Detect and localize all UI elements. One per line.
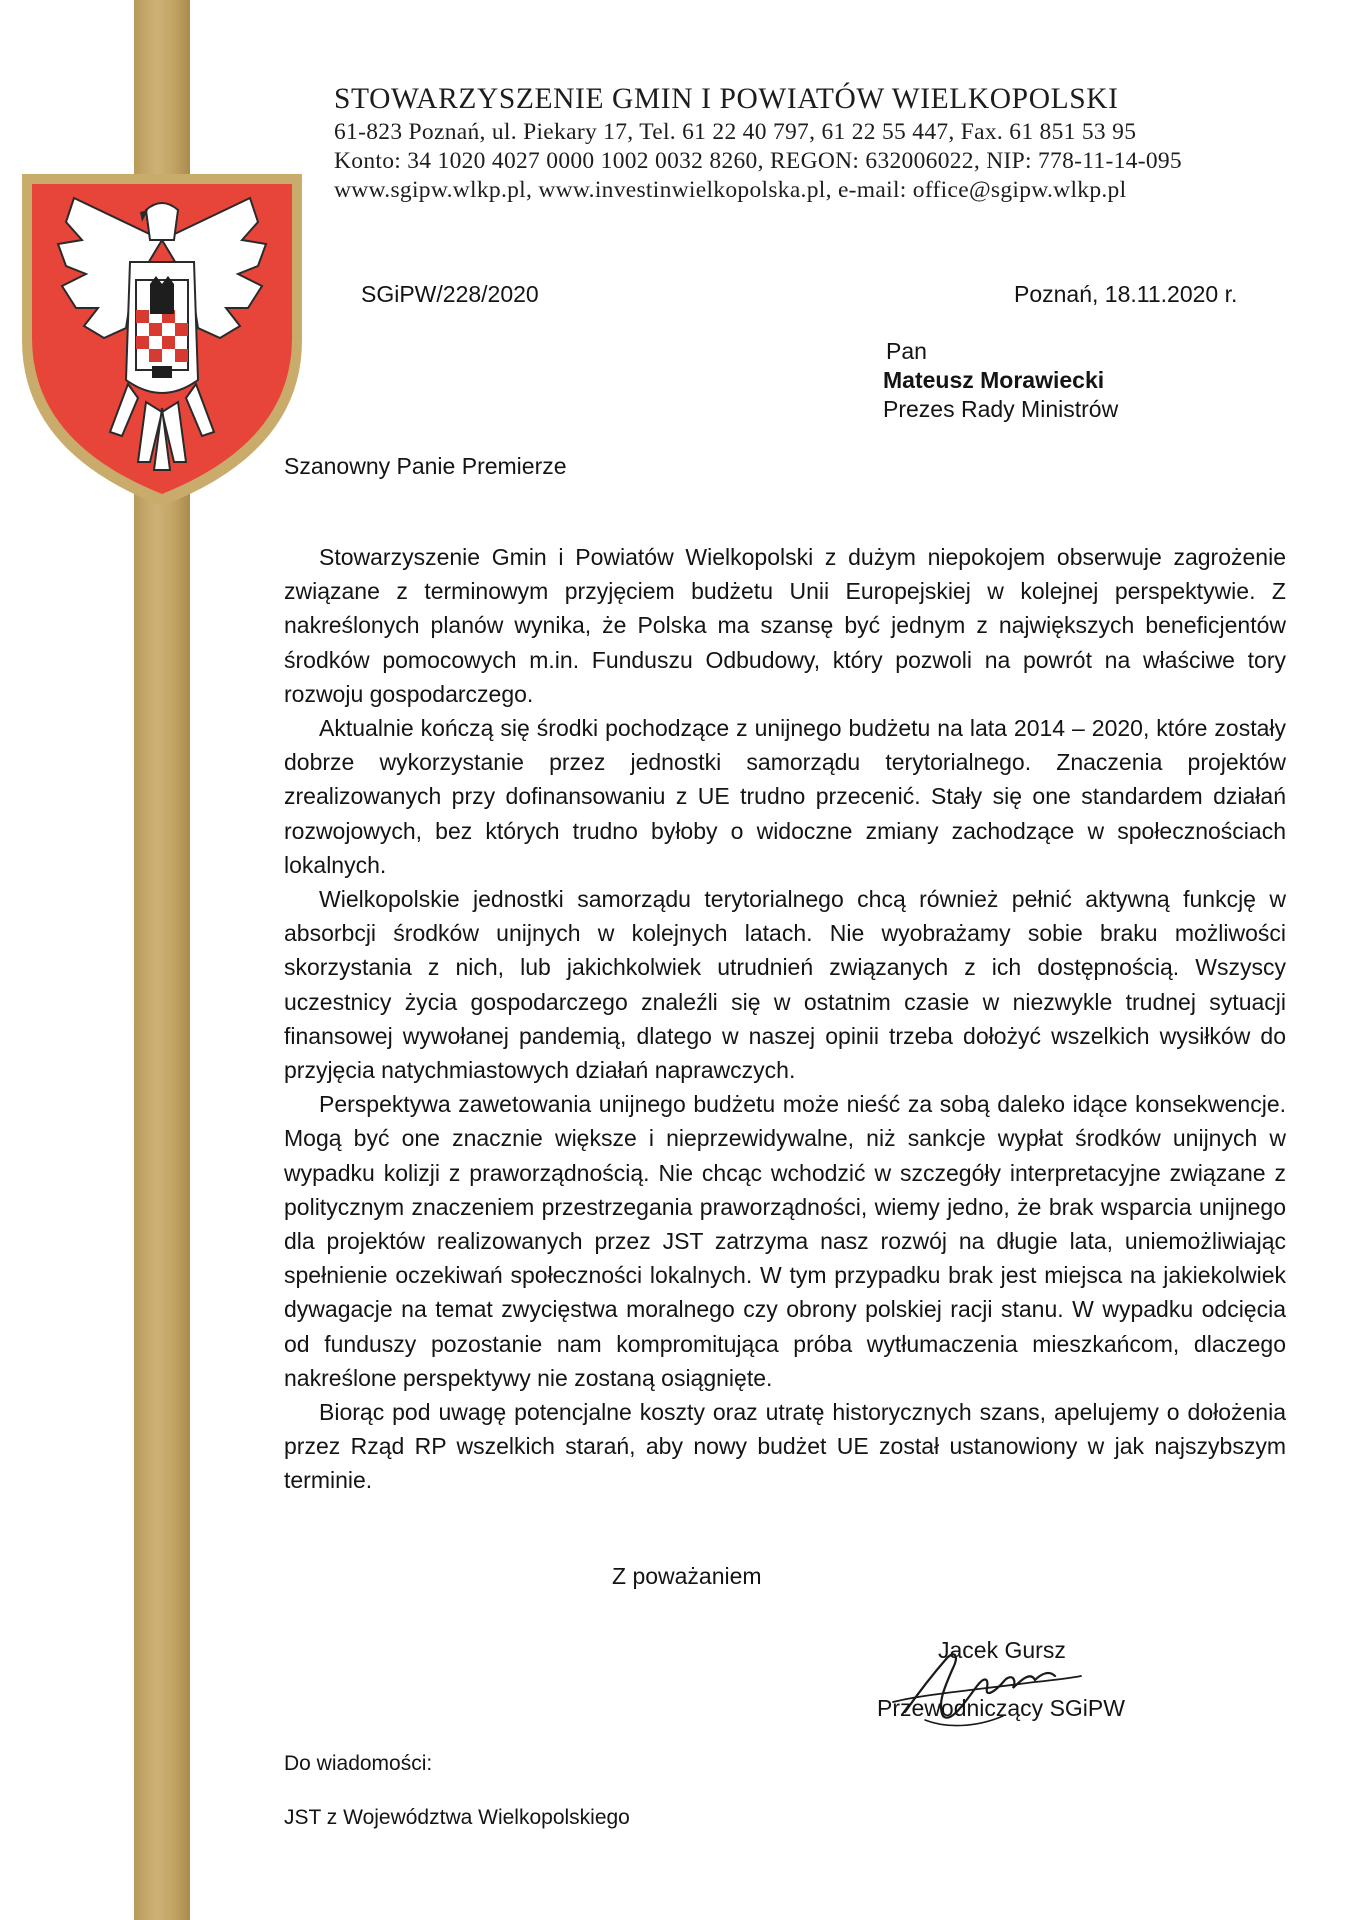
salutation: Szanowny Panie Premierze (284, 453, 567, 479)
letterhead (334, 80, 1334, 205)
addressee-position: Prezes Rady Ministrów (883, 396, 1119, 422)
signer-title: Przewodniczący SGiPW (877, 1695, 1125, 1721)
addressee-block (883, 337, 1118, 424)
addressee-name: Mateusz Morawiecki (883, 367, 1105, 393)
body-paragraph: Biorąc pod uwagę potencjalne koszty oraz utratę historycznych szans, apelujemy o dołożenia przez Rząd RP wszelkich starań, aby nowy budżet UE został ustanowiony w jak najszybszym terminie. (284, 1399, 1286, 1494)
organization-web-contact: www.sgipw.wlkp.pl, www.investinwielkopolska.pl, e-mail: office@sgipw.wlkp.pl (334, 177, 1127, 203)
reference-number: SGiPW/228/2020 (361, 281, 539, 307)
organization-address: 61-823 Poznań, ul. Piekary 17, Tel. 61 22 40 797, 61 22 55 447, Fax. 61 851 53 95 (334, 119, 1137, 145)
body-paragraph: Wielkopolskie jednostki samorządu terytorialnego chcą również pełnić aktywną funkcję w absorbcji środków unijnych w kolejnych latach. Nie wyobrażamy sobie braku możliwości skorzystania z nich, lub jakichkolwiek utrudnień związanych z ich dostępnością. Wszyscy uczestnicy życia gospodarczego znaleźli się w ostatnim czasie w niezwykle trudnej sytuacji finansowej wywołanej pandemią, dlatego w naszej opinii trzeba dołożyć wszelkich wysiłków do przyjęcia natychmiastowych działań naprawczych. (284, 886, 1286, 1084)
place-and-date: Poznań, 18.11.2020 r. (1014, 281, 1238, 307)
letter-body (284, 540, 1286, 1498)
organization-account-details: Konto: 34 1020 4027 0000 1002 0032 8260, REGON: 632006022, NIP: 778-11-14-095 (334, 148, 1182, 174)
body-paragraph: Stowarzyszenie Gmin i Powiatów Wielkopolski z dużym niepokojem obserwuje zagrożenie związane z terminowym przyjęciem budżetu Unii Europejskiej w kolejnej perspektywie. Z nakreślonych planów wynika, że Polska ma szansę być jednym z największych beneficjentów środków pomocowych m.in. Funduszu Odbudowy, który pozwoli na powrót na właściwe tory rozwoju gospodarczego. (284, 544, 1286, 707)
addressee-title: Pan (886, 338, 927, 364)
body-paragraph: Aktualnie kończą się środki pochodzące z unijnego budżetu na lata 2014 – 2020, które zostały dobrze wykorzystanie przez jednostki samorządu terytorialnego. Znaczenia projektów zrealizowanych przy dofinansowaniu z UE trudno przecenić. Stały się one standardem działań rozwojowych, bez których trudno byłoby o widoczne zmiany zachodzące w społecznościach lokalnych. (284, 715, 1286, 878)
closing-phrase: Z poważaniem (612, 1563, 762, 1589)
cc-recipient: JST z Województwa Wielkopolskiego (284, 1806, 630, 1829)
signer-name: Jacek Gursz (938, 1637, 1066, 1663)
body-paragraph: Perspektywa zawetowania unijnego budżetu może nieść za sobą daleko idące konsekwencje. Mogą być one znacznie większe i nieprzewidywalne, niż sankcje wypłat środków unijnych w wypadku kolizji z praworządnością. Nie chcąc wchodzić w szczegóły interpretacyjne związane z politycznym znaczeniem przestrzegania praworządności, wiemy jedno, że brak wsparcia unijnego dla projektów realizowanych przez JST zatrzyma nasz rozwój na długie lata, uniemożliwiając spełnienie oczekiwań społeczności lokalnych. W tym przypadku brak jest miejsca na jakiekolwiek dywagacje na temat zwycięstwa moralnego czy obrony polskiej racji stanu. W wypadku odcięcia od funduszy pozostanie nam kompromitująca próba wytłumaczenia mieszkańcom, dlaczego nakreślone perspektywy nie zostaną osiągnięte. (284, 1091, 1286, 1391)
organization-name: STOWARZYSZENIE GMIN I POWIATÓW WIELKOPOLSKI (334, 83, 1119, 115)
cc-label: Do wiadomości: (284, 1752, 433, 1775)
coat-of-arms-logo (14, 170, 310, 510)
